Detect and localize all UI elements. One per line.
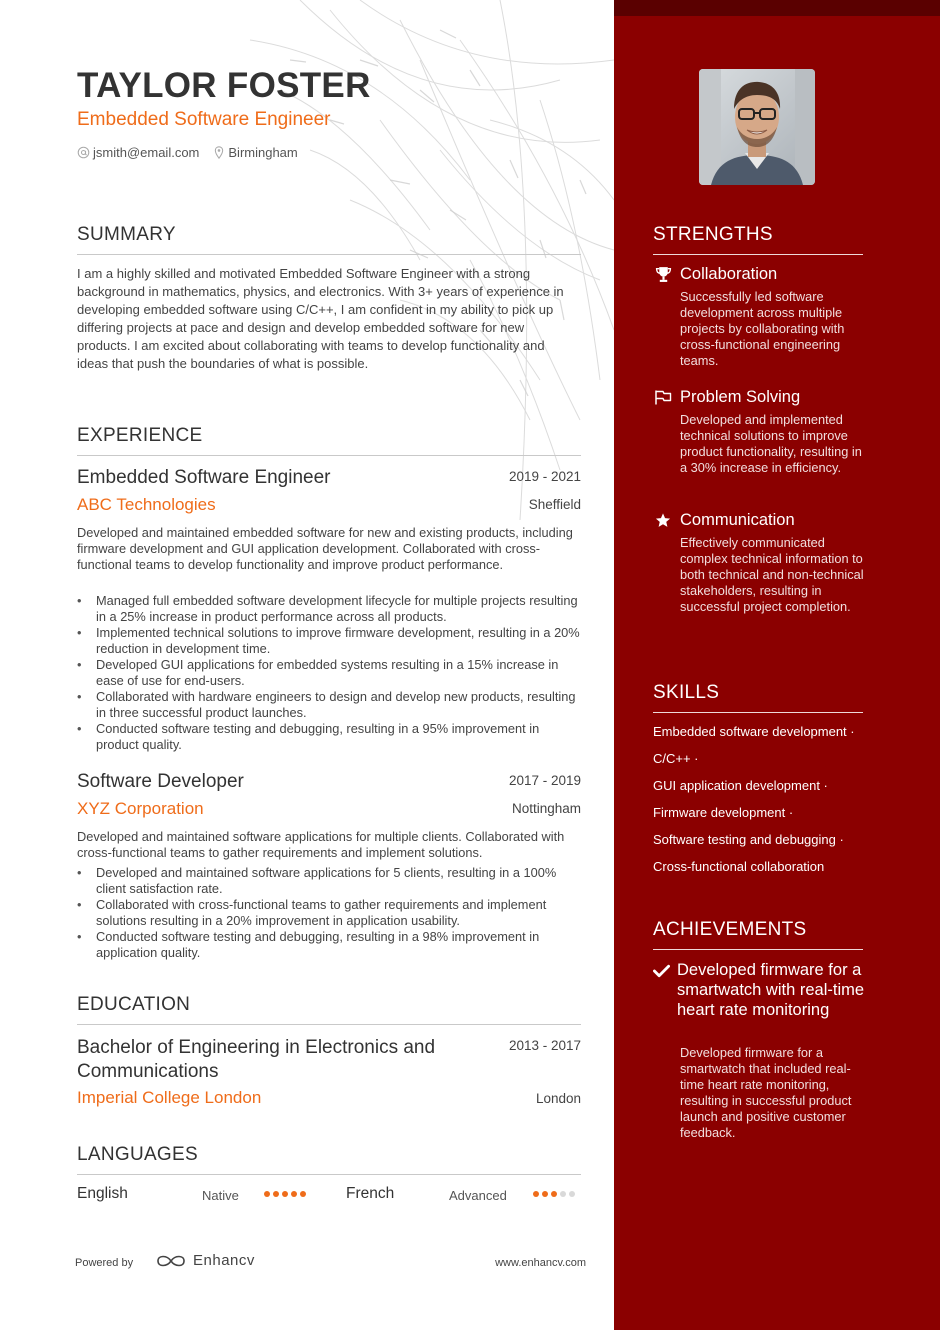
trophy-icon [653,266,673,284]
achievement-description: Developed firmware for a smartwatch that included real-time heart rate monitoring, resulting in successful product launch and positive customer feedback. [680,1045,852,1140]
job-bullet: • Collaborated with cross-functional teams to gather requirements and implement solutions resulting in a 20% improvement in application usability. [77,897,581,929]
rating-dot-filled [282,1191,288,1197]
language-item [346,1185,394,1203]
contact-info [77,145,312,160]
footer [75,1252,586,1274]
summary-heading: SUMMARY [77,224,581,255]
job-company: XYZ Corporation [77,799,204,818]
rating-dot-filled [273,1191,279,1197]
strength-description: Successfully led software development across multiple projects by collaborating with cross-functional engineering teams. [680,289,845,368]
rating-dot-filled [551,1191,557,1197]
languages-heading: LANGUAGES [77,1144,581,1175]
language-rating [533,1191,575,1197]
language-name: English [77,1185,128,1202]
job-title: Software Developer [77,771,244,792]
experience-heading: EXPERIENCE [77,425,581,456]
enhancv-logo-icon [155,1253,187,1269]
job-title: Embedded Software Engineer [77,467,331,488]
summary-text: I am a highly skilled and motivated Embedded Software Engineer with a strong background in mathematics, physics, and electronics. With 3+ years of experience in developing embedded software using C/C++, I am confident in my ability to pick up differing projects at pace and design and develop embedded software for new products. I am excited about collaborating with teams to develop functionality and ideas that push the boundaries of what is possible. [77,266,564,371]
job-bullet: • Collaborated with hardware engineers to design and develop new products, resulting in three successful product launches. [77,689,581,721]
job-bullet: • Managed full embedded software development lifecycle for multiple projects resulting in a 25% increase in product performance across all products. [77,593,581,625]
job-dates: 2019 - 2021 [508,469,581,484]
job-location: Sheffield [528,497,581,512]
rating-dot-empty [569,1191,575,1197]
email-text: jsmith@email.com [93,145,200,160]
skill-tag: Cross-functional collaboration [653,859,825,874]
check-icon [653,960,670,1020]
achievement-item [653,960,868,1020]
strength-description: Effectively communicated complex technical information to both technical and non-technical stakeholders, resulting in successful project completion. [680,535,864,614]
skill-tag: GUI application development · [653,778,828,793]
job-description: Developed and maintained embedded software for new and existing products, including firmware development and GUI application development. Collaborated with cross-functional teams to develop functionality and improve product performance. [77,525,573,572]
rating-dot-empty [560,1191,566,1197]
job-description: Developed and maintained software applications for multiple clients. Collaborated with cross-functional teams to gather requirements and implement solutions. [77,829,565,860]
language-name: French [346,1185,395,1202]
flag-icon [653,389,673,407]
education-degree: Bachelor of Engineering in Electronics and Communications [77,1037,436,1082]
strength-item [653,511,868,615]
rating-dot-filled [533,1191,539,1197]
sidebar [614,0,940,1330]
star-icon [653,512,673,530]
location-text: Birmingham [228,145,298,160]
education-location: London [535,1091,581,1106]
achievement-title: Developed firmware for a smartwatch with real-time heart rate monitoring [677,961,865,1019]
candidate-name: TAYLOR FOSTER [77,66,371,105]
rating-dot-filled [300,1191,306,1197]
skill-tag: Firmware development · [653,805,794,820]
footer-site-link[interactable]: www.enhancv.com [495,1257,586,1269]
profile-photo-image [699,69,815,185]
strength-title: Communication [680,511,795,529]
job-bullet-list [77,593,581,753]
skill-tag: C/C++ · [653,751,699,766]
job-bullet-list [77,865,581,961]
sidebar-top-band [614,0,940,16]
email-item[interactable] [77,145,199,160]
job-company: ABC Technologies [77,495,216,514]
strength-description: Developed and implemented technical solutions to improve product functionality, resulting in a 30% increase in efficiency. [680,412,862,475]
strength-item [653,388,868,476]
rating-dot-filled [542,1191,548,1197]
powered-by-label: Powered by [75,1257,134,1269]
profile-photo [699,69,815,185]
at-icon [77,146,90,159]
language-rating [264,1191,306,1197]
job-bullet: • Developed and maintained software applications for 5 clients, resulting in a 100% client satisfaction rate. [77,865,581,897]
brand-name: Enhancv [193,1252,255,1269]
language-level: Native [202,1188,239,1203]
rating-dot-filled [291,1191,297,1197]
job-location: Nottingham [511,801,581,816]
strength-title: Problem Solving [680,388,801,406]
location-pin-icon [213,146,225,159]
education-dates: 2013 - 2017 [508,1038,581,1053]
candidate-title: Embedded Software Engineer [77,109,331,130]
strength-item [653,265,868,369]
strengths-heading: STRENGTHS [653,224,863,255]
enhancv-logo[interactable] [155,1252,255,1269]
job-bullet: • Developed GUI applications for embedded systems resulting in a 15% increase in ease of use for end-users. [77,657,581,689]
job-bullet: • Conducted software testing and debugging, resulting in a 95% improvement in product quality. [77,721,581,753]
language-item [77,1185,128,1203]
strength-title: Collaboration [680,265,778,283]
job-dates: 2017 - 2019 [508,773,581,788]
skills-heading: SKILLS [653,682,863,713]
location-item [213,145,297,160]
job-bullet: • Implemented technical solutions to improve firmware development, resulting in a 20% reduction in development time. [77,625,581,657]
education-heading: EDUCATION [77,994,581,1025]
skill-tag: Software testing and debugging · [653,832,844,847]
rating-dot-filled [264,1191,270,1197]
education-school: Imperial College London [77,1088,262,1107]
job-bullet: • Conducted software testing and debugging, resulting in a 98% improvement in application quality. [77,929,581,961]
language-level: Advanced [449,1188,507,1203]
skill-tag: Embedded software development · [653,724,855,739]
achievements-heading: ACHIEVEMENTS [653,919,863,950]
